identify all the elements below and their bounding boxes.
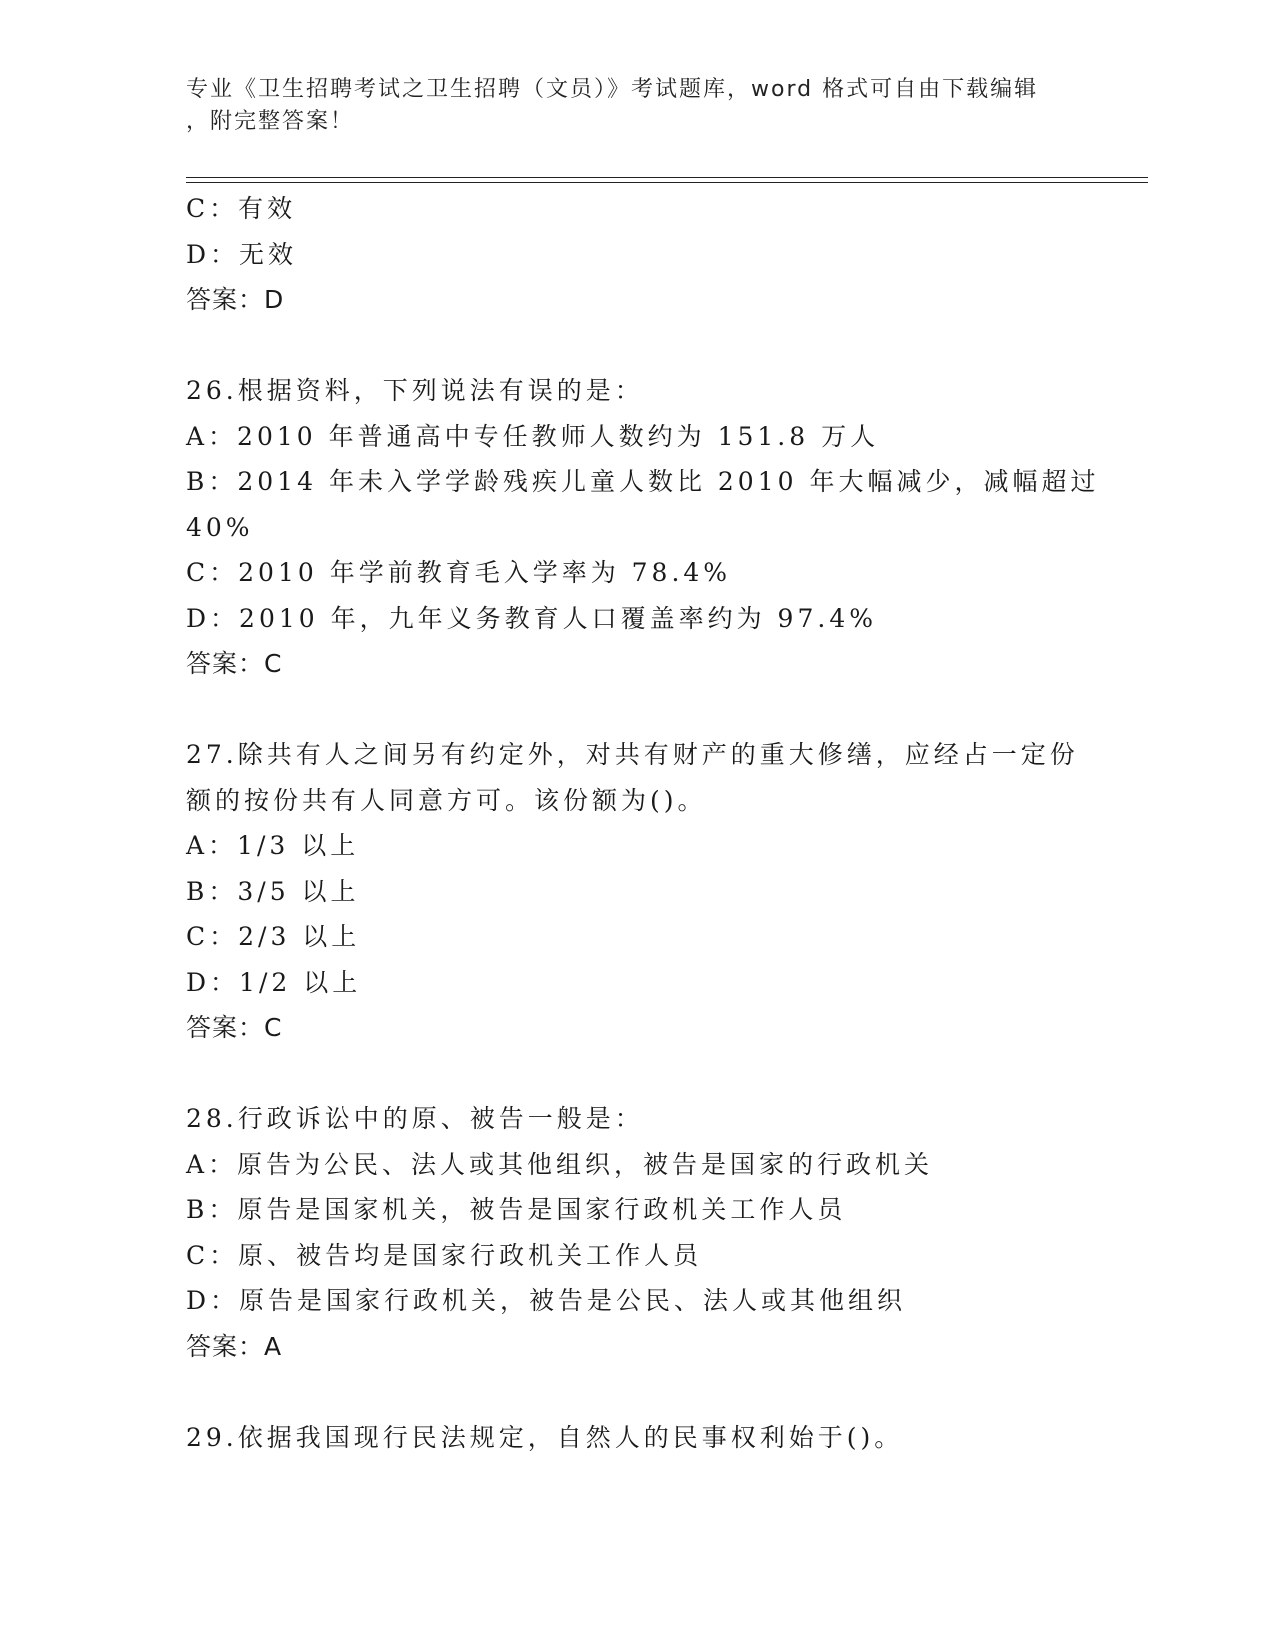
q26-option-c: C：2010 年学前教育毛入学率为 78.4% <box>186 558 732 587</box>
q26-answer: 答案：C <box>186 649 283 678</box>
q27-option-d: D：1/2 以上 <box>186 967 362 997</box>
header-line-1: 专业《卫生招聘考试之卫生招聘（文员）》考试题库，word 格式可自由下载编辑 <box>186 77 1039 102</box>
q27-option-c: C：2/3 以上 <box>186 922 361 951</box>
header-line-2: ，附完整答案！ <box>186 109 355 134</box>
page-header <box>186 74 1086 138</box>
q26-option-d: D：2010 年，九年义务教育人口覆盖率约为 97.4% <box>186 603 877 633</box>
q27-answer: 答案：C <box>186 1013 283 1042</box>
spacer <box>186 1369 1086 1415</box>
q26-option-b: B：2014 年未入学学龄残疾儿童人数比 2010 年大幅减少，减幅超过 <box>186 467 1100 496</box>
q28-option-a: A：原告为公民、法人或其他组织，被告是国家的行政机关 <box>186 1149 934 1179</box>
q28-option-d: D：原告是国家行政机关，被告是公民、法人或其他组织 <box>186 1286 907 1315</box>
q25-option-c: C：有效 <box>186 194 297 223</box>
q28-stem: 28.行政诉讼中的原、被告一般是： <box>186 1104 644 1133</box>
question-list <box>186 186 1100 1460</box>
spacer <box>186 687 1086 733</box>
q26-option-a: A：2010 年普通高中专任教师人数约为 151.8 万人 <box>186 421 880 451</box>
q25-option-d: D：无效 <box>186 239 298 269</box>
q29-stem: 29.依据我国现行民法规定，自然人的民事权利始于()。 <box>186 1422 904 1452</box>
q27-option-a: A：1/3 以上 <box>186 831 360 860</box>
q28-answer: 答案：A <box>186 1331 283 1361</box>
q27-stem-line-2: 额的按份共有人同意方可。该份额为()。 <box>186 785 707 815</box>
q26-option-b-continued: 40% <box>186 512 254 542</box>
header-divider-top <box>186 177 1148 178</box>
q28-option-c: C：原、被告均是国家行政机关工作人员 <box>186 1240 703 1270</box>
q28-option-b: B：原告是国家机关，被告是国家行政机关工作人员 <box>186 1195 847 1224</box>
q25-answer: 答案：D <box>186 285 285 314</box>
spacer <box>186 1051 1086 1097</box>
q27-option-b: B：3/5 以上 <box>186 876 360 906</box>
spacer <box>186 323 1086 369</box>
q26-stem: 26.根据资料，下列说法有误的是： <box>186 376 644 405</box>
q27-stem-line-1: 27.除共有人之间另有约定外，对共有财产的重大修缮，应经占一定份 <box>186 740 1079 769</box>
header-divider-bottom <box>186 182 1148 183</box>
